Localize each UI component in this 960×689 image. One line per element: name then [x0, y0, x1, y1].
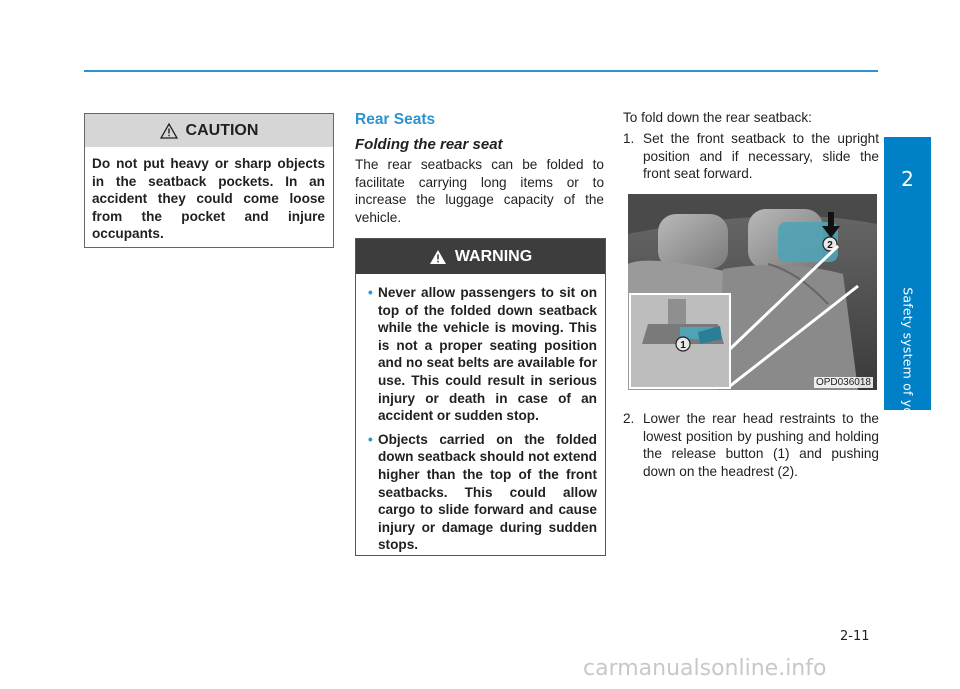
callout-1: 1	[680, 340, 686, 351]
callout-2: 2	[827, 240, 833, 251]
figure-code: OPD036018	[815, 377, 871, 388]
section-title: Rear Seats	[355, 111, 436, 128]
step-number: 1.	[623, 131, 635, 146]
chapter-tab[interactable]	[884, 137, 931, 479]
warning-triangle-icon	[429, 249, 447, 265]
caution-header	[85, 114, 333, 147]
rear-seat-headrest-photo	[628, 194, 877, 390]
seat-illustration	[628, 194, 877, 390]
chapter-title: Safety system of your vehicle	[900, 287, 916, 479]
header-rule	[84, 70, 878, 72]
warning-item: • Never allow passengers to sit on top of the folded down seatback while the vehicle is moving. This is not a proper seating position and no seat belts are available for use. This could result in serious injury or death in case of an accident or sudden stop.	[368, 285, 597, 424]
watermark: carmanualsonline.info	[583, 656, 827, 681]
warning-heading: WARNING	[454, 247, 533, 265]
chapter-number: 2	[901, 167, 914, 191]
page-number: 2-11	[840, 629, 870, 644]
caution-heading: CAUTION	[185, 121, 259, 139]
bullet-icon: •	[368, 285, 373, 300]
warning-triangle-icon	[160, 123, 178, 139]
section-subtitle: Folding the rear seat	[355, 136, 503, 153]
warning-list	[356, 274, 605, 554]
caution-text: Do not put heavy or sharp objects in the seatback pockets. In an accident they could come loose from the pocket and injure occupants.	[92, 156, 325, 242]
warning-item: • Objects carried on the folded down seatback should not extend higher than the top of the front seatbacks. This could allow cargo to slide forward and cause injury or damage during sudden stops.	[368, 431, 597, 553]
caution-box	[84, 113, 334, 248]
warning-box	[355, 238, 606, 556]
instruction-step	[623, 130, 879, 183]
step-text: Set the front seatback to the upright position and if necessary, slide the front seat forward.	[643, 131, 879, 182]
bullet-icon: •	[368, 431, 373, 447]
warning-header	[356, 239, 605, 274]
section-paragraph: The rear seatbacks can be folded to facilitate carrying long items or to increase the luggage capacity of the vehicle.	[355, 157, 604, 225]
instructions-intro: To fold down the rear seatback:	[623, 110, 812, 125]
step-text: Lower the rear head restraints to the lowest position by pushing and holding the release button (1) and pushing down on the headrest (2).	[643, 411, 879, 479]
step-number: 2.	[623, 411, 635, 426]
instruction-step	[623, 410, 879, 480]
